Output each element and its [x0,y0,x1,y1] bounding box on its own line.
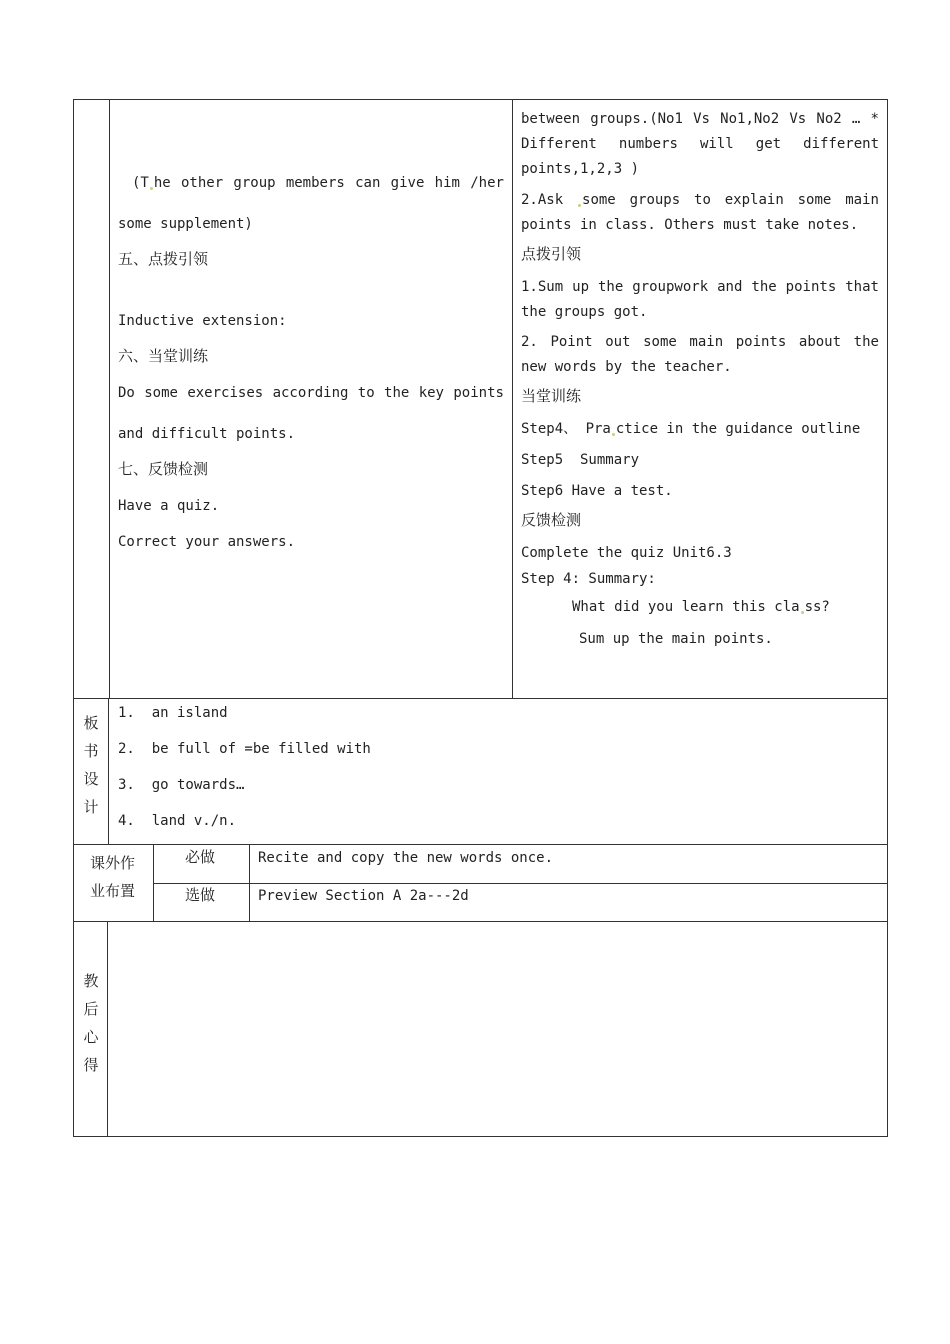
step5-summary: Step5 Summary [521,452,640,468]
board-label-divider [108,698,109,845]
reflection-content-area [108,922,887,1136]
board-item: 3. go towards… [118,777,245,793]
sum-up-line2: the groups got. [521,304,648,320]
left-supplement-line1: (T he other group members can give him /her [132,175,504,191]
heading-dangtang: 当堂训练 [521,387,582,405]
required-text: Recite and copy the new words once. [258,850,554,866]
row-divider-2 [73,844,888,845]
heading-fankui: 反馈检测 [521,511,582,529]
have-a-quiz: Have a quiz. [118,498,220,514]
ask-groups-line2: points in class. Others must take notes. [521,217,859,233]
sum-up-main-points: Sum up the main points. [579,631,773,647]
exercise-line2: and difficult points. [118,426,296,442]
complete-quiz: Complete the quiz Unit6.3 [521,545,732,561]
table-left-border [73,99,74,1137]
homework-row-divider [153,883,888,884]
step4-practice: Step4、 Pra ctice in the guidance outline [521,421,861,437]
exercise-line1: Do some exercises according to the key points [118,385,504,401]
table-right-border [887,99,888,1137]
optional-label: 选做 [185,886,216,904]
correct-answers: Correct your answers. [118,534,296,550]
board-item: 4. land v./n. [118,813,237,829]
row-divider-1 [73,698,888,699]
step4-summary-heading: Step 4: Summary: [521,571,656,587]
sum-up-line1: 1.Sum up the groupwork and the points that [521,279,879,295]
heading-dianbo: 点拨引领 [521,245,582,263]
inductive-extension: Inductive extension: [118,313,287,329]
heading-guidance: 五、点拨引领 [118,250,209,268]
row1-middle-divider [512,99,513,699]
step6-test: Step6 Have a test. [521,483,673,499]
table-top-border [73,99,888,100]
reflection-label: 教 后 心 得 [83,972,99,1074]
homework-label-line2: 业布置 [90,882,136,900]
heading-feedback-test: 七、反馈检测 [118,460,209,478]
board-design-label: 板 书 设 计 [83,714,99,816]
optional-text: Preview Section A 2a---2d [258,888,469,904]
point-out-line1: 2. Point out some main points about the [521,334,879,350]
board-item: 1. an island [118,705,228,721]
board-item: 2. be full of =be filled with [118,741,371,757]
row1-label-divider [109,99,110,699]
different-numbers-line: Different numbers will get different [521,136,879,152]
points-line: points,1,2,3 ) [521,161,640,177]
heading-class-practice: 六、当堂训练 [118,347,209,365]
table-bottom-border [73,1136,888,1137]
required-label: 必做 [185,848,216,866]
left-supplement-line2: some supplement) [118,216,253,232]
point-out-line2: new words by the teacher. [521,359,732,375]
what-did-you-learn: What did you learn this cla ss? [572,599,830,615]
between-groups-line: between groups.(No1 Vs No1,No2 Vs No2 … * [521,111,879,127]
homework-label-line1: 课外作 [90,854,136,872]
ask-groups-line1: 2.Ask some groups to explain some main [521,192,879,208]
